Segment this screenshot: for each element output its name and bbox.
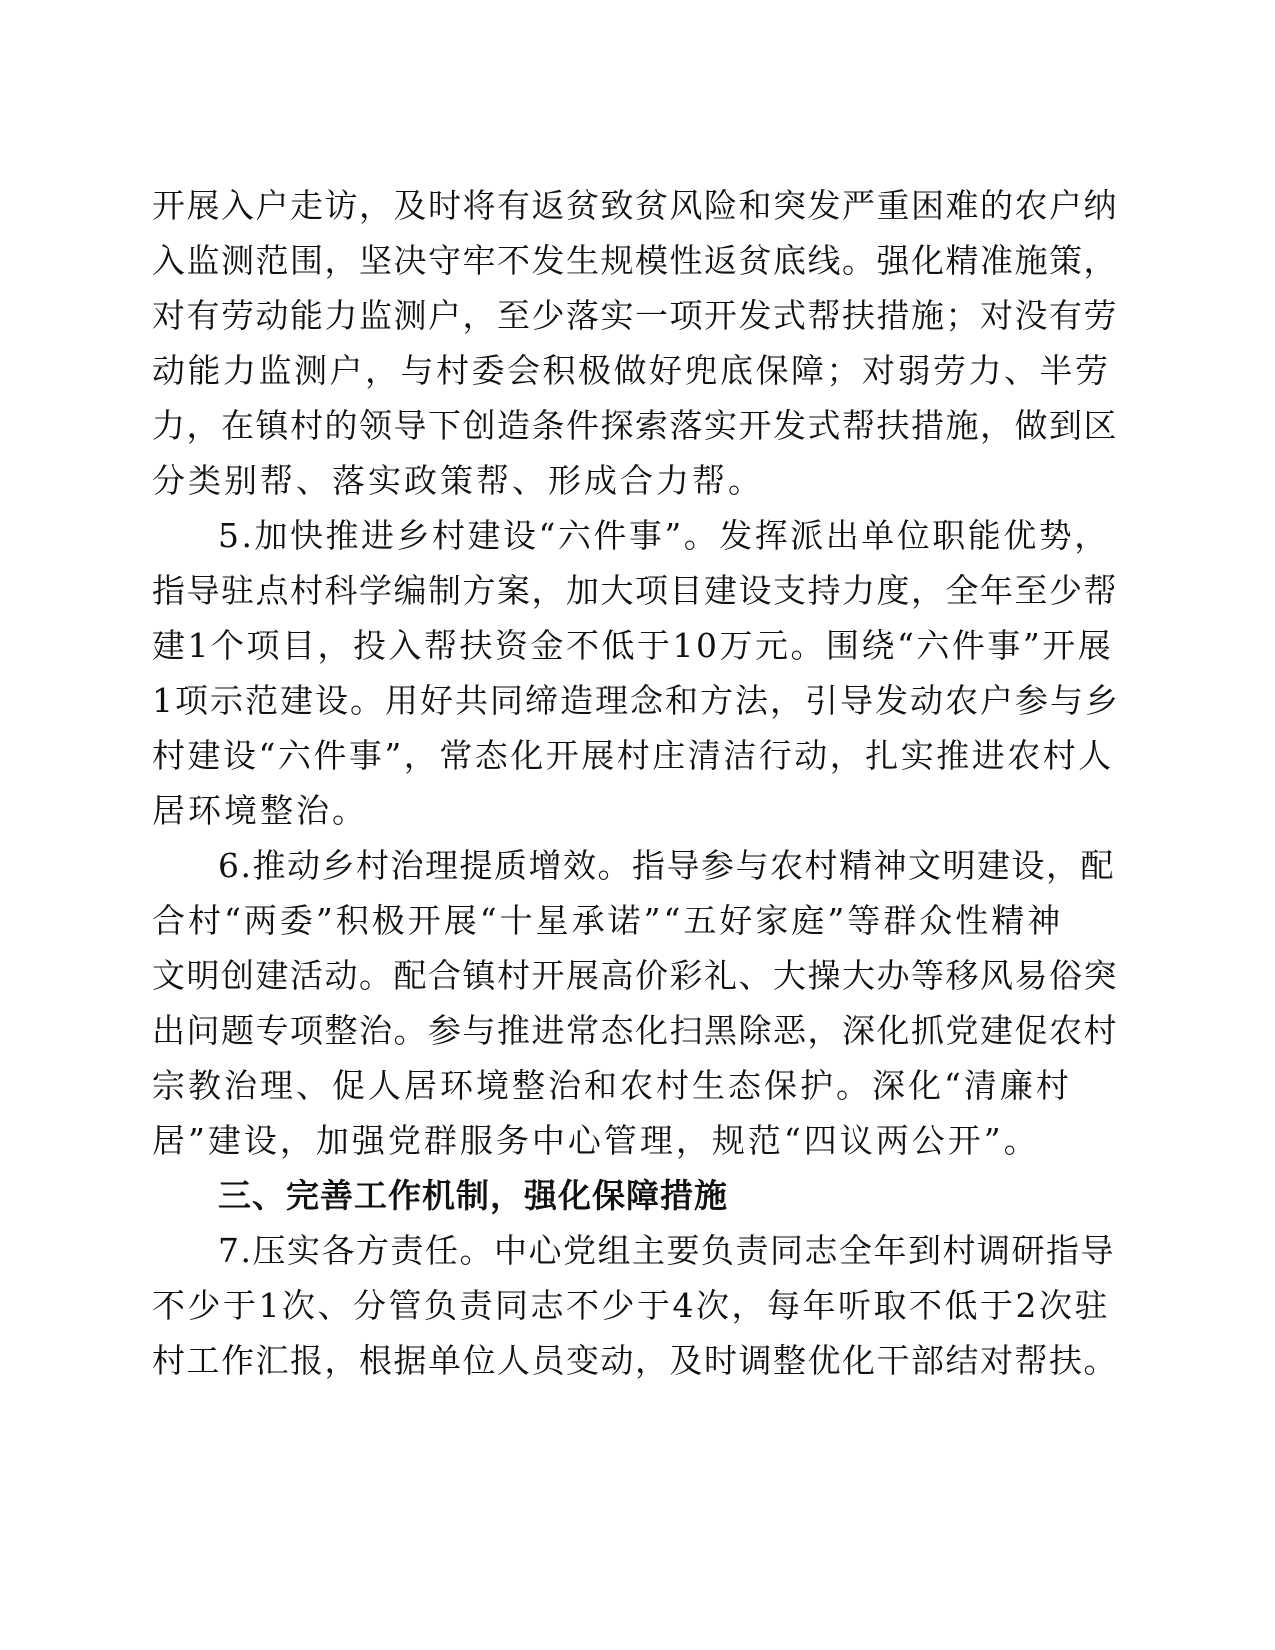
text-line-15: 文明创建活动。配合镇村开展高价彩礼、大操大办等移风易俗突: [152, 956, 1118, 995]
paragraph-5-start: 5.加快推进乡村建设“六件事”。发挥派出单位职能优势，: [218, 516, 1110, 555]
text-line-9: 建1个项目，投入帮扶资金不低于10万元。围绕“六件事”开展: [152, 626, 1114, 665]
paragraph-6-start: 6.推动乡村治理提质增效。指导参与农村精神文明建设，配: [218, 846, 1115, 885]
text-line-14: 合村“两委”积极开展“十星承诺”“五好家庭”等群众性精神: [152, 901, 1064, 940]
text-line-17: 宗教治理、促人居环境整治和农村生态保护。深化“清廉村: [152, 1066, 1072, 1105]
text-line-1: 开展入户走访，及时将有返贫致贫风险和突发严重困难的农户纳: [152, 186, 1118, 225]
section-heading: 三、完善工作机制，强化保障措施: [218, 1176, 728, 1215]
text-line-3: 对有劳动能力监测户，至少落实一项开发式帮扶措施；对没有劳: [152, 296, 1118, 335]
text-line-8: 指导驻点村科学编制方案，加大项目建设支持力度，全年至少帮: [152, 571, 1118, 610]
text-line-18: 居”建设，加强党群服务中心管理，规范“四议两公开”。: [152, 1121, 1040, 1160]
text-line-6: 分类别帮、落实政策帮、形成合力帮。: [152, 461, 764, 500]
text-line-5: 力，在镇村的领导下创造条件探索落实开发式帮扶措施，做到区: [152, 406, 1118, 445]
text-line-2: 入监测范围，坚决守牢不发生规模性返贫底线。强化精准施策，: [152, 241, 1118, 280]
text-line-10: 1项示范建设。用好共同缔造理念和方法，引导发动农户参与乡: [152, 681, 1120, 720]
text-line-21: 不少于1次、分管负责同志不少于4次，每年听取不低于2次驻: [152, 1286, 1110, 1325]
paragraph-7-start: 7.压实各方责任。中心党组主要负责同志全年到村调研指导: [218, 1231, 1115, 1270]
text-line-4: 动能力监测户，与村委会积极做好兜底保障；对弱劳力、半劳: [152, 351, 1111, 390]
text-line-12: 居环境整治。: [152, 791, 368, 830]
text-line-16: 出问题专项整治。参与推进常态化扫黑除恶，深化抓党建促农村: [152, 1011, 1118, 1050]
text-line-11: 村建设“六件事”，常态化开展村庄清洁行动，扎实推进农村人: [152, 736, 1114, 775]
text-line-22: 村工作汇报，根据单位人员变动，及时调整优化干部结对帮扶。: [152, 1341, 1118, 1380]
